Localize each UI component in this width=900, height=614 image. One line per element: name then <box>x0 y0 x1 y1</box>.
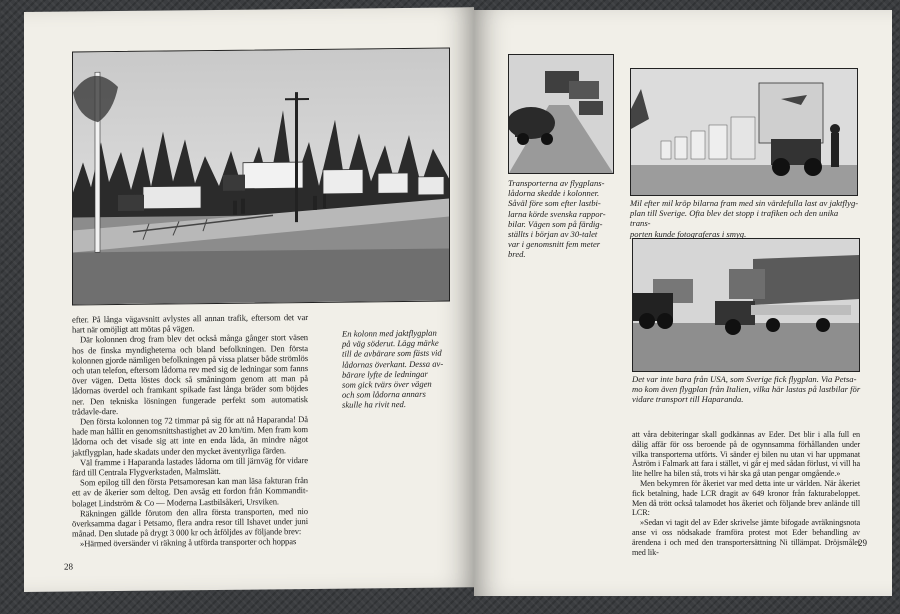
caption-line: Mil efter mil kröp bilarna fram med sin värdefulla last av jaktflyg- <box>630 198 859 208</box>
caption-line: bilar. Vägen som på färdig- <box>508 218 603 229</box>
caption-line: bred. <box>508 249 526 260</box>
caption-line: Det var inte bara från USA, som Sverige fick flygplan. Via Petsa- <box>632 374 857 384</box>
left-photo-caption <box>342 327 462 410</box>
left-paragraph: Som epilog till den första Petsamoresan kan man läsa fakturan från ett av de åkerier som deltog. Den avsåg ett fordon från Kommandit-bolaget Lindström & Co — Moderna Lastbilsåkeri, Ursviken. <box>72 475 308 509</box>
left-paragraph: Väl framme i Haparanda lastades lådorna om till järnväg för vidare färd till Centrala Flygverkstaden, Malmslätt. <box>72 454 308 478</box>
caption-line: skulle ha rivit ned. <box>342 399 406 411</box>
caption-line: ställts i början av 30-talet <box>508 229 598 240</box>
italian-planes-caption <box>632 374 862 405</box>
left-paragraph: efter. På långa vägavsnitt avlystes all annan trafik, eftersom det var hart när omöjligt att mötas på vägen. <box>72 312 308 335</box>
page-number-left: 28 <box>64 561 73 572</box>
caption-line: larna körde svenska rappor- <box>508 208 606 219</box>
caption-line: plan till Sverige. Ofta blev det stopp i trafiken och den unika trans- <box>630 208 839 229</box>
halted-photo-caption <box>630 198 860 239</box>
caption-line: var i genomsnitt fem meter <box>508 239 601 250</box>
left-paragraph: Räkningen gällde förutom den allra första transporten, med nio överksamma dagar i Petsamo, flera andra resor till Ishavet under juni månad. Den slutade på drygt 3 000 kr och åtföljdes av följande brev: <box>72 505 308 539</box>
caption-line: bärare lyfte de ledningar <box>342 368 428 380</box>
caption-line: mo kom även flygplan från Italien, vilka här lastas på lastbilar för <box>632 384 861 395</box>
right-paragraph: »Sedan vi tagit del av Eder skrivelse jämte bifogade avräkningsnota anse vi oss nödsakade framföra protest mot Eder behandling av ärendena i och med den transportersättning Ni tillämpat. Dröjsmålet med lik- <box>632 518 860 557</box>
left-page <box>24 7 474 592</box>
convoy-photo-left <box>72 48 450 306</box>
left-paragraph: Där kolonnen drog fram blev det också många gånger stort väsen hos de finska myndigheterna och bland befolkningen. Den första kolonnen gjorde nämligen befolkningen på vissa platser både strömlös och utan telefon, eftersom lådorna rev med sig de ledningar som fanns över vägen. Detta löstes dock så småningom genom att man på lådornas överdel och framkant spikade fast långa bräder som böjdes ner. Den tekniska lösningen fungerade perfekt som automatisk trådavle-dare. <box>72 332 308 417</box>
caption-line: och som lådorna annars <box>342 389 426 400</box>
convoy-road-photo <box>508 54 614 174</box>
convoy-road-graphic <box>509 55 613 173</box>
convoy-halted-photo <box>630 68 858 196</box>
left-body-text <box>72 312 308 549</box>
page-number-right: 29 <box>858 538 867 548</box>
right-paragraph: att våra debiteringar skall godkännas av Eder. Det blir i alla full en dålig affär för oss beroende på de ogynnsamma förhållanden under vilka transporterna utförts. Vi sänder ej bilen nu utan vi har uppmanat Åström i Falmark att fara i stället, vi går ej med sådan förlust, vi vill ha lite hellre ha bilen stå, trots vi här ska gå utan pengar omgående.» <box>632 430 860 479</box>
italian-planes-photo <box>632 238 860 372</box>
right-paragraph: Men bekymren för åkeriet var med detta inte ur världen. När åkeriet fick betalning, hade LCR dragit av 649 kronor från fakturabeloppet. Men då trött också talamodet hos åkeriet och följande brev anlände till LCR: <box>632 478 860 518</box>
convoy-photo-graphic <box>73 49 449 305</box>
caption-line: lådornas överkant. Dessa av- <box>342 358 444 370</box>
convoy-halted-graphic <box>631 69 857 195</box>
caption-line: porten kunde fotograferas i smyg. <box>630 228 747 239</box>
caption-line: Såväl före som efter lastbi- <box>508 198 601 209</box>
left-paragraph: »Härmed översänder vi räkning å utförda transporter och hoppas <box>80 536 297 549</box>
left-paragraph: Den första kolonnen tog 72 timmar på sig för att nå Haparanda! Då hade man hållit en genomsnittshastighet av 20 km/tim. Men fram kom lådorna och det visade sig att inte en enda låda, än mindre något jaktflygplan, hade skadats under den mycket äventyrliga färden. <box>72 414 308 458</box>
right-body-text <box>632 430 860 557</box>
right-page <box>474 10 892 596</box>
caption-line: till de avbärare som fästs vid <box>342 348 442 360</box>
caption-line: Transporterna av flygplans- <box>508 178 605 188</box>
caption-line: lådorna skedde i kolonner. <box>508 188 600 199</box>
caption-line: som gick tvärs över vägen <box>342 378 432 390</box>
caption-line: vidare transport till Haparanda. <box>632 394 744 405</box>
italian-planes-graphic <box>633 239 859 371</box>
caption-line: på väg söderut. Lägg märke <box>342 337 439 349</box>
road-photo-caption <box>508 178 620 260</box>
caption-line: En kolonn med jaktflygplan <box>342 327 437 339</box>
